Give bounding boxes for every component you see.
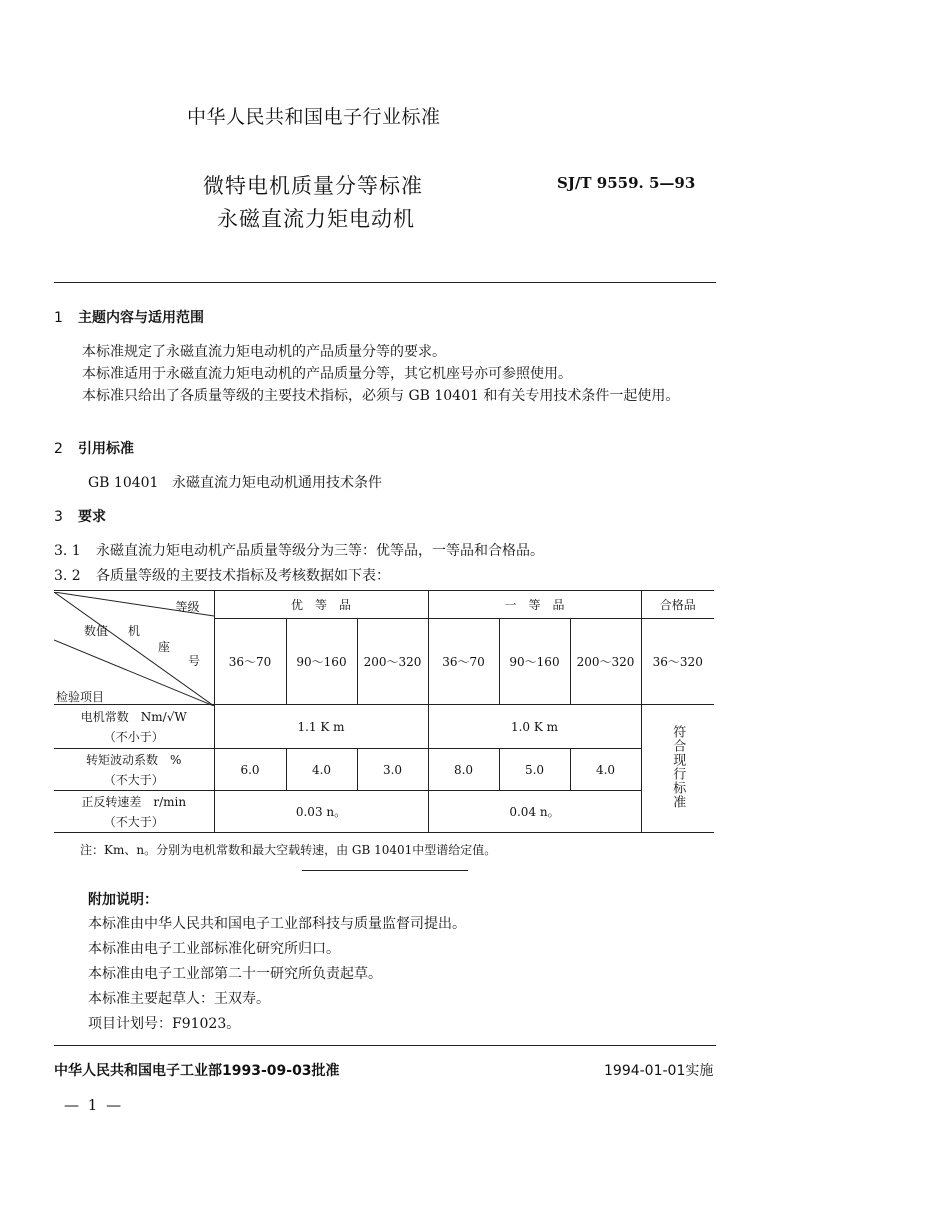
torque-ripple-value: 5.0 xyxy=(499,749,570,791)
corner-grade-label: 等级 xyxy=(175,599,200,614)
section1-title: 主题内容与适用范围 xyxy=(78,310,204,326)
standard-title-line2: 永磁直流力矩电动机 xyxy=(217,207,415,231)
quality-grade-table xyxy=(54,590,714,833)
reference-code: GB 10401 xyxy=(88,475,159,491)
torque-ripple-value: 8.0 xyxy=(428,749,499,791)
standard-code: SJ/T 9559. 5—93 xyxy=(557,174,696,192)
section2-number: 2 xyxy=(54,441,63,457)
torque-ripple-value: 4.0 xyxy=(570,749,641,791)
frame-size-cell: 200～320 xyxy=(357,619,428,705)
motor-constant-excellent: 1.1 K m xyxy=(214,705,428,749)
corner-value-label: 数值 xyxy=(84,623,109,638)
effective-date: 1994-01-01实施 xyxy=(604,1063,714,1079)
corner-frame-char: 机 xyxy=(128,623,141,638)
standard-title-line1: 微特电机质量分等标准 xyxy=(203,174,423,198)
grade-excellent-header: 优 等 品 xyxy=(214,591,428,619)
row-label-sub: （不大于） xyxy=(103,772,164,787)
org-title: 中华人民共和国电子行业标准 xyxy=(187,106,441,128)
addendum-line: 本标准由电子工业部标准化研究所归口。 xyxy=(88,941,340,957)
frame-size-cell: 90～160 xyxy=(499,619,570,705)
row-label-text: 正反转速差 r/min xyxy=(81,794,187,809)
frame-size-cell: 90～160 xyxy=(286,619,357,705)
reference-standard xyxy=(88,472,382,492)
clause-text: 永磁直流力矩电动机产品质量等级分为三等：优等品，一等品和合格品。 xyxy=(96,543,544,559)
qualified-note-cell xyxy=(641,705,714,833)
section3-title: 要求 xyxy=(78,509,106,525)
row-motor-constant-label xyxy=(54,705,214,749)
clause-number: 3. 1 xyxy=(54,543,81,559)
reference-title: 永磁直流力矩电动机通用技术条件 xyxy=(172,475,382,491)
clause-text: 各质量等级的主要技术指标及考核数据如下表： xyxy=(96,568,390,584)
row-label-sub: （不大于） xyxy=(103,814,164,829)
row-label-text: 转矩波动系数 % xyxy=(86,752,182,767)
row-label-text: 电机常数 Nm/√W xyxy=(80,709,187,724)
motor-constant-first: 1.0 K m xyxy=(428,705,641,749)
addendum-line: 本标准主要起草人：王双寿。 xyxy=(88,991,270,1007)
addendum-line: 项目计划号：F91023。 xyxy=(88,1016,241,1032)
torque-ripple-value: 3.0 xyxy=(357,749,428,791)
table-corner-cell xyxy=(54,591,214,705)
section1-paragraph: 本标准只给出了各质量等级的主要技术指标，必须与 GB 10401 和有关专用技术条件一起使用。 xyxy=(82,388,680,404)
frame-size-cell: 36～320 xyxy=(641,619,714,705)
section2-title: 引用标准 xyxy=(78,441,134,457)
grade-first-header: 一 等 品 xyxy=(428,591,641,619)
clause-number: 3. 2 xyxy=(54,568,81,584)
addendum-title: 附加说明： xyxy=(88,892,158,908)
note-divider xyxy=(302,870,468,871)
section3-number: 3 xyxy=(54,509,63,525)
clause-3-2 xyxy=(54,565,390,585)
page-number: — 1 — xyxy=(64,1096,124,1114)
header-rule xyxy=(54,282,716,283)
speed-difference-first: 0.04 n。 xyxy=(428,791,641,833)
section1-paragraph: 本标准适用于永磁直流力矩电动机的产品质量分等，其它机座号亦可参照使用。 xyxy=(82,366,572,382)
corner-frame-char: 座 xyxy=(158,639,171,654)
row-speed-difference-label xyxy=(54,791,214,833)
grade-qualified-header: 合格品 xyxy=(641,591,714,619)
row-label-sub: （不小于） xyxy=(103,729,164,744)
approval-statement: 中华人民共和国电子工业部1993-09-03批准 xyxy=(54,1063,340,1079)
speed-difference-excellent: 0.03 n。 xyxy=(214,791,428,833)
addendum-line: 本标准由中华人民共和国电子工业部科技与质量监督司提出。 xyxy=(88,916,466,932)
section1-number: 1 xyxy=(54,310,63,326)
frame-size-cell: 200～320 xyxy=(570,619,641,705)
corner-item-label: 检验项目 xyxy=(56,689,105,704)
frame-size-cell: 36～70 xyxy=(214,619,286,705)
corner-frame-char: 号 xyxy=(188,653,201,668)
section3-heading xyxy=(54,506,106,526)
addendum-line: 本标准由电子工业部第二十一研究所负责起草。 xyxy=(88,966,382,982)
footer-rule xyxy=(54,1045,716,1046)
torque-ripple-value: 4.0 xyxy=(286,749,357,791)
table-note: 注：Km、n。分别为电机常数和最大空载转速，由 GB 10401中型谱给定值。 xyxy=(80,843,497,857)
frame-size-cell: 36～70 xyxy=(428,619,499,705)
clause-3-1 xyxy=(54,540,544,560)
section1-body xyxy=(54,341,716,407)
section2-heading xyxy=(54,438,134,458)
row-torque-ripple-label xyxy=(54,749,214,791)
section1-heading xyxy=(54,307,204,327)
qualified-note: 符合现行标准 xyxy=(670,725,686,809)
torque-ripple-value: 6.0 xyxy=(214,749,286,791)
section1-paragraph: 本标准规定了永磁直流力矩电动机的产品质量分等的要求。 xyxy=(82,344,446,360)
